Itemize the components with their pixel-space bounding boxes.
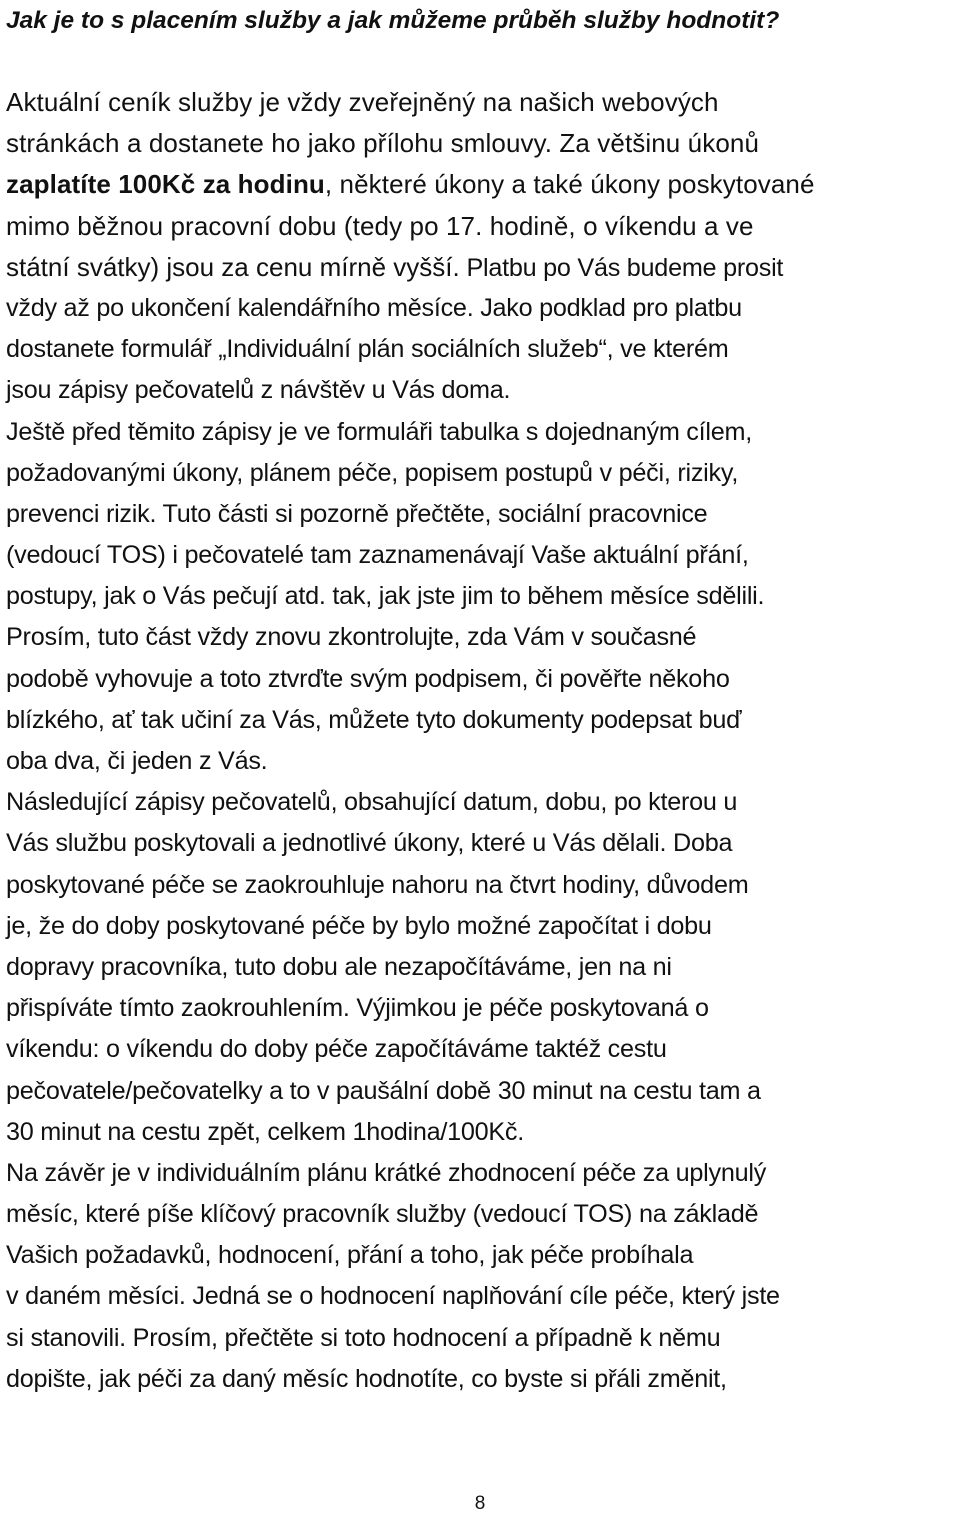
body-line: poskytované péče se zaokrouhluje nahoru na čtvrt hodiny, důvodem xyxy=(6,870,749,899)
body-line: víkendu: o víkendu do doby péče započítáváme taktéž cestu xyxy=(6,1035,667,1064)
body-line: Na závěr je v individuálním plánu krátké zhodnocení péče za uplynulý xyxy=(6,1158,767,1187)
body-line: Vás službu poskytovali a jednotlivé úkony, které u Vás dělali. Doba xyxy=(6,829,733,858)
body-line: přispíváte tímto zaokrouhlením. Výjimkou je péče poskytovaná o xyxy=(6,994,709,1023)
page-number: 8 xyxy=(474,1493,486,1514)
body-line: (vedoucí TOS) i pečovatelé tam zaznamenávají Vaše aktuální přání, xyxy=(6,541,749,570)
body-line: blízkého, ať tak učiní za Vás, můžete tyto dokumenty podepsat buď xyxy=(6,705,742,734)
body-line: jsou zápisy pečovatelů z návštěv u Vás doma. xyxy=(6,376,511,405)
body-line: prevenci rizik. Tuto části si pozorně přečtěte, sociální pracovnice xyxy=(6,499,708,528)
body-line: v daném měsíci. Jedná se o hodnocení naplňování cíle péče, který jste xyxy=(6,1282,780,1311)
body-line: stránkách a dostanete ho jako přílohu smlouvy. Za většinu úkonů xyxy=(6,128,760,159)
body-line: pečovatele/pečovatelky a to v paušální době 30 minut na cestu tam a xyxy=(6,1076,761,1105)
blank-line xyxy=(6,45,956,82)
body-line-part: Platbu po Vás budeme prosit xyxy=(459,253,784,282)
body-line: si stanovili. Prosím, přečtěte si toto hodnocení a případně k němu xyxy=(6,1323,721,1352)
body-line xyxy=(6,164,956,205)
body-line: postupy, jak o Vás pečují atd. tak, jak jste jim to během měsíce sdělili. xyxy=(6,582,765,611)
body-line: Prosím, tuto část vždy znovu zkontrolujte, zda Vám v současné xyxy=(6,623,697,652)
section-heading: Jak je to s placením služby a jak můžeme průběh služby hodnotit? xyxy=(6,7,780,34)
body-line: dopravy pracovníka, tuto dobu ale nezapočítáváme, jen na ni xyxy=(6,952,672,981)
body-line: dostanete formulář „Individuální plán sociálních služeb“, ve kterém xyxy=(6,335,729,364)
body-line: dopište, jak péči za daný měsíc hodnotíte, co byste si přáli změnit, xyxy=(6,1364,727,1393)
body-line: Ještě před těmito zápisy je ve formuláři tabulka s dojednaným cílem, xyxy=(6,417,752,446)
body-line-rest: , některé úkony a také úkony poskytované xyxy=(324,169,815,200)
document-page xyxy=(6,0,956,1400)
body-line: vždy až po ukončení kalendářního měsíce. Jako podklad pro platbu xyxy=(6,293,742,322)
body-line: měsíc, které píše klíčový pracovník služby (vedoucí TOS) na základě xyxy=(6,1200,759,1229)
body-line-part: státní svátky) jsou za cenu mírně vyšší. xyxy=(6,251,460,282)
body-line: 30 minut na cestu zpět, celkem 1hodina/100Kč. xyxy=(6,1117,525,1146)
body-line: podobě vyhovuje a toto ztvrďte svým podpisem, či pověřte někoho xyxy=(6,664,730,693)
body-line xyxy=(6,247,956,288)
body-line: je, že do doby poskytované péče by bylo možné započítat i dobu xyxy=(6,911,712,940)
price-emphasis: zaplatíte 100Kč za hodinu xyxy=(6,169,325,200)
body-line: požadovanými úkony, plánem péče, popisem postupů v péči, riziky, xyxy=(6,458,739,487)
body-line: Aktuální ceník služby je vždy zveřejněný na našich webových xyxy=(6,87,719,117)
body-line: Následující zápisy pečovatelů, obsahující datum, dobu, po kterou u xyxy=(6,788,738,817)
body-line: oba dva, či jeden z Vás. xyxy=(6,747,268,775)
body-line: mimo běžnou pracovní dobu (tedy po 17. hodině, o víkendu a ve xyxy=(6,210,754,241)
body-line: Vašich požadavků, hodnocení, přání a toho, jak péče probíhala xyxy=(6,1241,694,1270)
